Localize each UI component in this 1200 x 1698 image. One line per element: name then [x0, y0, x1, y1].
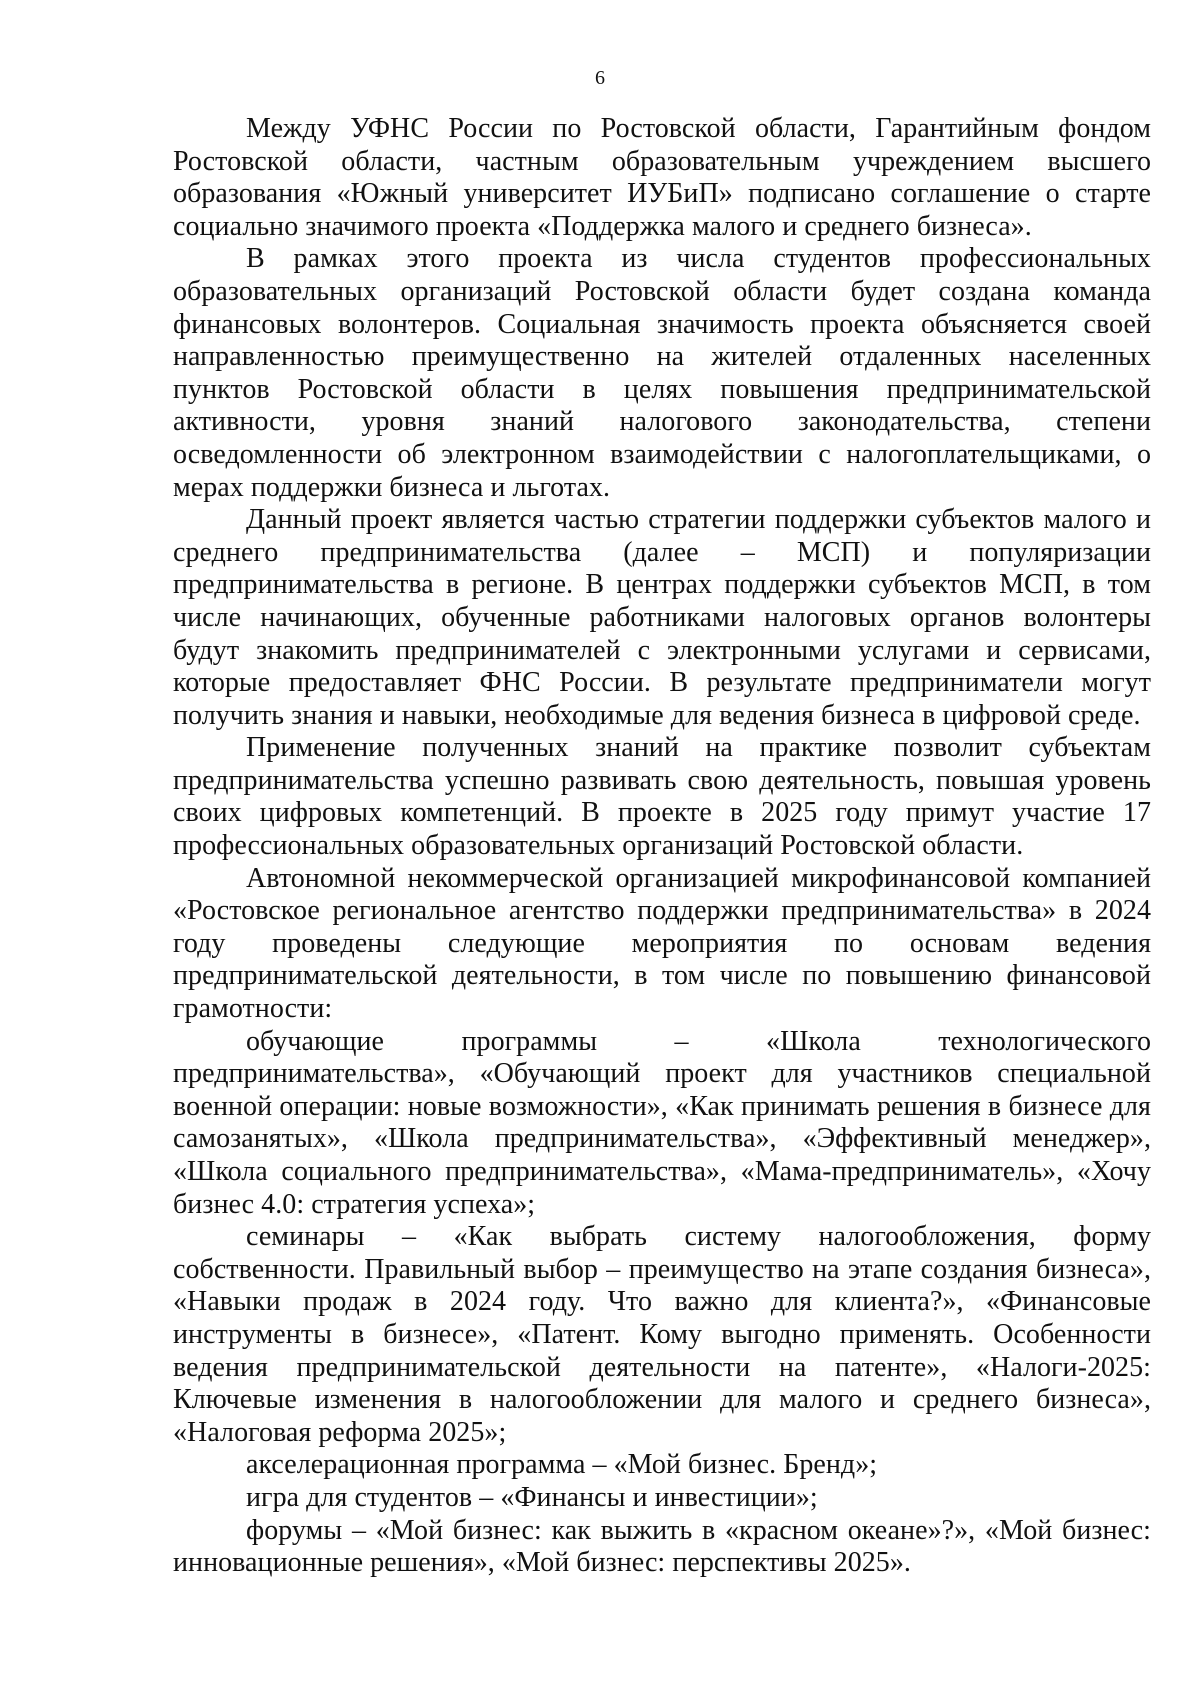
list-item-forums: форумы – «Мой бизнес: как выжить в «красном океане»?», «Мой бизнес: инновационные решения», «Мой бизнес: перспективы 2025». — [173, 1514, 1151, 1579]
list-item-student-game: игра для студентов – «Финансы и инвестиции»; — [246, 1481, 818, 1513]
document-body — [173, 113, 1151, 1580]
list-item-training-programs: обучающие программы – «Школа технологического предпринимательства», «Обучающий проект для участников специальной военной операции: новые возможности», «Как принимать решения в бизнесе для самозанятых», «Школа предпринимательства», «Эффективный менеджер», «Школа социального предпринимательства», «Мама-предприниматель», «Хочу бизнес 4.0: стратегия успеха»; — [173, 1025, 1151, 1220]
paragraph-agency-events: Автономной некоммерческой организацией микрофинансовой компанией «Ростовское региональное агентство поддержки предпринимательства» в 2024 году проведены следующие мероприятия по основам ведения предпринимательской деятельности, в том числе по повышению финансовой грамотности: — [173, 862, 1151, 1025]
list-item-seminars: семинары – «Как выбрать систему налогообложения, форму собственности. Правильный выбор – преимущество на этапе создания бизнеса», «Навыки продаж в 2024 году. Что важно для клиента?», «Финансовые инструменты в бизнесе», «Патент. Кому выгодно применять. Особенности ведения предпринимательской деятельности на патенте», «Налоги-2025: Ключевые изменения в налогообложении для малого и среднего бизнеса», «Налоговая реформа 2025»; — [173, 1221, 1151, 1448]
page-number: 6 — [595, 67, 605, 89]
paragraph-agreement: Между УФНС России по Ростовской области, Гарантийным фондом Ростовской области, частным образовательным учреждением высшего образования «Южный университет ИУБиП» подписано соглашение о старте социально значимого проекта «Поддержка малого и среднего бизнеса». — [173, 113, 1151, 242]
paragraph-application: Применение полученных знаний на практике позволит субъектам предпринимательства успешно развивать свою деятельность, повышая уровень своих цифровых компетенций. В проекте в 2025 году примут участие 17 профессиональных образовательных организаций Ростовской области. — [173, 732, 1151, 862]
list-item-acceleration: акселерационная программа – «Мой бизнес. Бренд»; — [246, 1449, 878, 1481]
paragraph-volunteers: В рамках этого проекта из числа студентов профессиональных образовательных организаций Ростовской области будет создана команда финансовых волонтеров. Социальная значимость проекта объясняется своей направленностью преимущественно на жителей отдаленных населенных пунктов Ростовской области в целях повышения предпринимательской активности, уровня знаний налогового законодательства, степени осведомленности об электронном взаимодействии с налогоплательщиками, о мерах поддержки бизнеса и льготах. — [173, 243, 1151, 503]
paragraph-strategy: Данный проект является частью стратегии поддержки субъектов малого и среднего предпринимательства (далее – МСП) и популяризации предпринимательства в регионе. В центрах поддержки субъектов МСП, в том числе начинающих, обученные работниками налоговых органов волонтеры будут знакомить предпринимателей с электронными услугами и сервисами, которые предоставляет ФНС России. В результате предприниматели могут получить знания и навыки, необходимые для ведения бизнеса в цифровой среде. — [173, 504, 1151, 731]
